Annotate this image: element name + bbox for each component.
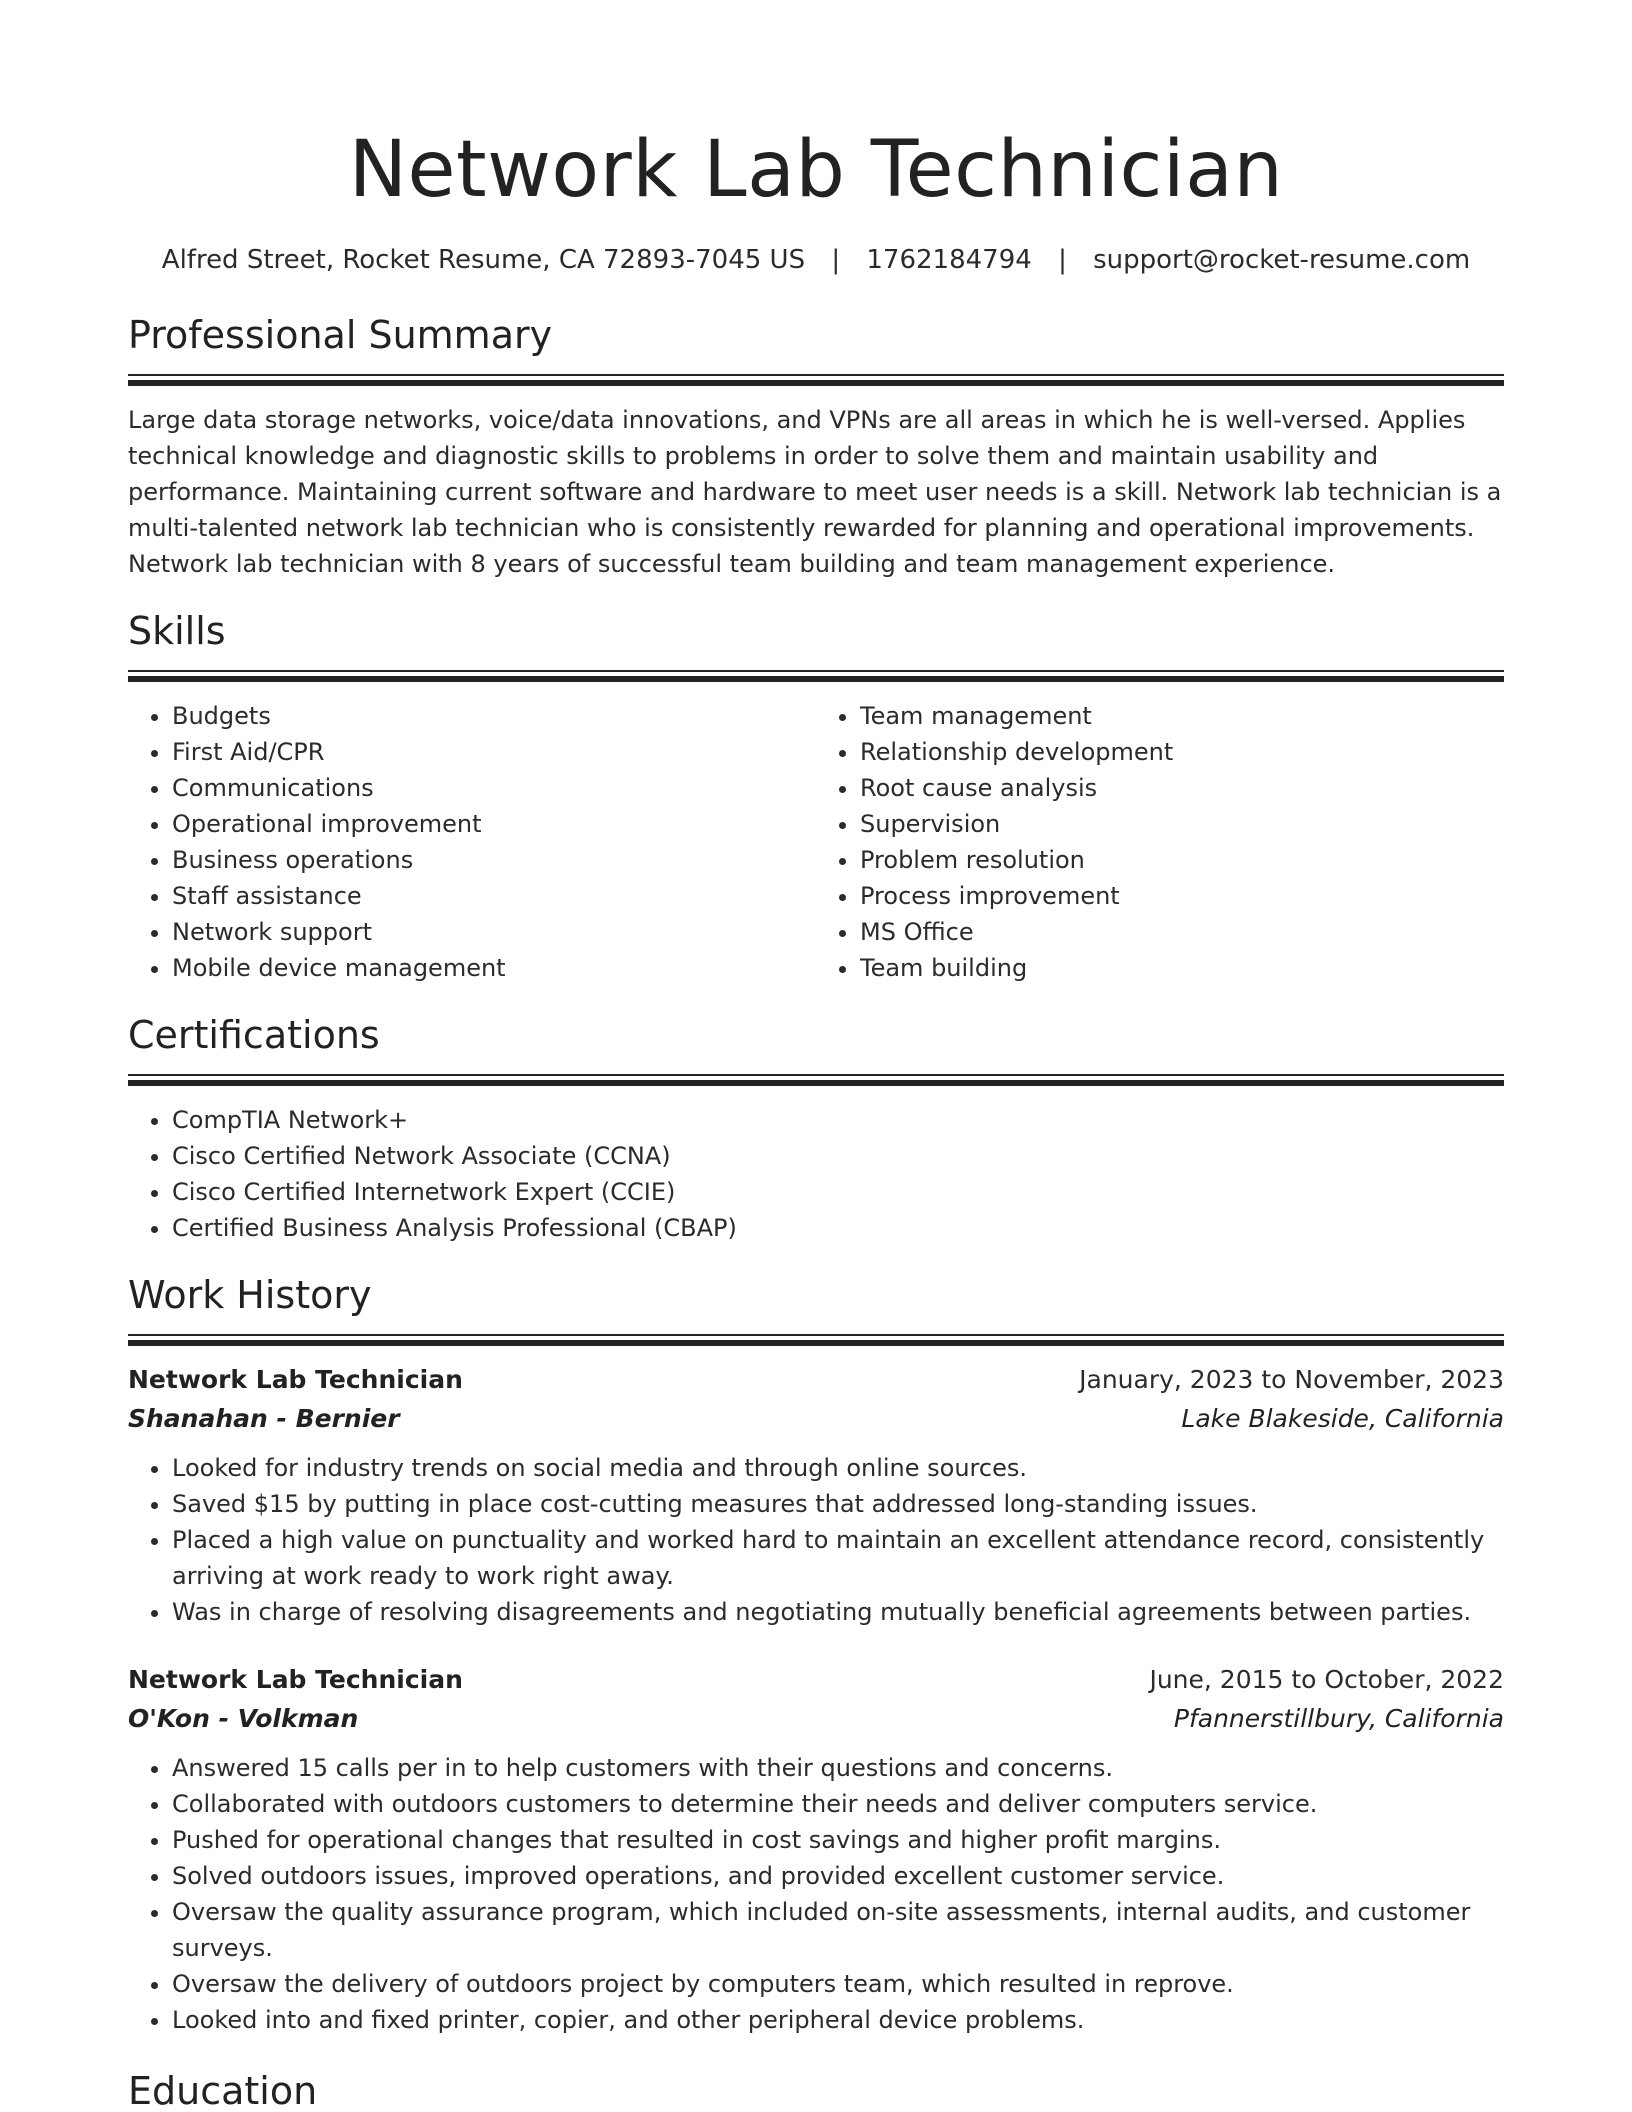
list-item: • Process improvement — [860, 878, 1504, 914]
list-item: • Mobile device management — [172, 950, 816, 986]
list-item: • Answered 15 calls per in to help customers with their questions and concerns. — [172, 1750, 1504, 1786]
certifications-section — [128, 1010, 1504, 1246]
list-item: • Root cause analysis — [860, 770, 1504, 806]
resume-name: Network Lab Technician — [348, 125, 1284, 215]
job-company-row — [128, 1699, 1504, 1738]
list-item: • Was in charge of resolving disagreements and negotiating mutually beneficial agreements between parties. — [172, 1594, 1504, 1630]
job-title: Network Lab Technician — [128, 1665, 463, 1694]
section-divider — [128, 670, 1504, 682]
job-location: Lake Blakeside, California — [1181, 1404, 1504, 1433]
summary-section — [128, 310, 1504, 582]
list-item: • Relationship development — [860, 734, 1504, 770]
list-item: • Looked for industry trends on social media and through online sources. — [172, 1450, 1504, 1486]
skills-section — [128, 606, 1504, 986]
job-location: Pfannerstillbury, California — [1173, 1704, 1504, 1733]
list-item: • Collaborated with outdoors customers to determine their needs and deliver computers service. — [172, 1786, 1504, 1822]
contact-separator: | — [831, 245, 841, 275]
contact-email: support@rocket-resume.com — [1093, 245, 1471, 275]
section-title-certifications: Certifications — [128, 1013, 380, 1057]
list-item: • Problem resolution — [860, 842, 1504, 878]
job-company-row — [128, 1399, 1504, 1438]
list-item: • Pushed for operational changes that resulted in cost savings and higher profit margins. — [172, 1822, 1504, 1858]
list-item: • Operational improvement — [172, 806, 816, 842]
job-bullets — [128, 1750, 1504, 2038]
job-header-row — [128, 1360, 1504, 1399]
list-item: • Placed a high value on punctuality and worked hard to maintain an excellent attendance record, consistently arriving at work ready to work right away. — [172, 1522, 1504, 1594]
job-company: O'Kon - Volkman — [128, 1704, 359, 1733]
job-entry — [128, 1660, 1504, 2038]
list-item: • Certified Business Analysis Professional (CBAP) — [172, 1210, 1504, 1246]
section-divider — [128, 1334, 1504, 1346]
list-item: • First Aid/CPR — [172, 734, 816, 770]
contact-phone: 1762184794 — [866, 245, 1032, 275]
list-item: • Cisco Certified Internetwork Expert (CCIE) — [172, 1174, 1504, 1210]
list-item: • Staff assistance — [172, 878, 816, 914]
section-divider — [128, 374, 1504, 386]
list-item: • Saved $15 by putting in place cost-cutting measures that addressed long-standing issues. — [172, 1486, 1504, 1522]
job-company: Shanahan - Bernier — [128, 1404, 400, 1433]
list-item: • Team building — [860, 950, 1504, 986]
section-title-education: Education — [128, 2069, 318, 2112]
list-item: • Budgets — [172, 698, 816, 734]
certifications-list — [128, 1102, 1504, 1246]
job-title: Network Lab Technician — [128, 1365, 463, 1394]
list-item: • Communications — [172, 770, 816, 806]
list-item: • Supervision — [860, 806, 1504, 842]
job-dates: January, 2023 to November, 2023 — [1079, 1365, 1504, 1394]
list-item: • Solved outdoors issues, improved operations, and provided excellent customer service. — [172, 1858, 1504, 1894]
section-divider — [128, 1074, 1504, 1086]
list-item: • Team management — [860, 698, 1504, 734]
job-entry — [128, 1360, 1504, 1630]
list-item: • MS Office — [860, 914, 1504, 950]
list-item: • Oversaw the delivery of outdoors project by computers team, which resulted in reprove. — [172, 1966, 1504, 2002]
skills-list-right — [816, 698, 1504, 986]
summary-text: Large data storage networks, voice/data innovations, and VPNs are all areas in which he is well-versed. Applies technical knowledge and diagnostic skills to problems in order to solve them and maintain usability and performance. Maintaining current software and hardware to meet user needs is a skill. Network lab technician is a multi-talented network lab technician who is consistently rewarded for planning and operational improvements. Network lab technician with 8 years of successful team building and team management experience. — [128, 406, 1502, 578]
contact-address: Alfred Street, Rocket Resume, CA 72893-7045 US — [161, 245, 806, 275]
contact-line — [128, 242, 1504, 278]
section-title-skills: Skills — [128, 609, 226, 653]
skills-grid — [128, 682, 1504, 986]
list-item: • Cisco Certified Network Associate (CCNA) — [172, 1138, 1504, 1174]
job-header-row — [128, 1660, 1504, 1699]
skills-list-left — [128, 698, 816, 986]
work-history-section — [128, 1270, 1504, 2038]
list-item: • Business operations — [172, 842, 816, 878]
job-bullets — [128, 1450, 1504, 1630]
section-title-work-history: Work History — [128, 1273, 372, 1317]
list-item: • Network support — [172, 914, 816, 950]
list-item: • CompTIA Network+ — [172, 1102, 1504, 1138]
list-item: • Looked into and fixed printer, copier, and other peripheral device problems. — [172, 2002, 1504, 2038]
list-item: • Oversaw the quality assurance program, which included on-site assessments, internal audits, and customer surveys. — [172, 1894, 1504, 1966]
contact-separator: | — [1058, 245, 1067, 275]
education-section — [128, 2066, 1504, 2112]
section-title-summary: Professional Summary — [128, 313, 553, 357]
job-dates: June, 2015 to October, 2022 — [1149, 1665, 1504, 1694]
